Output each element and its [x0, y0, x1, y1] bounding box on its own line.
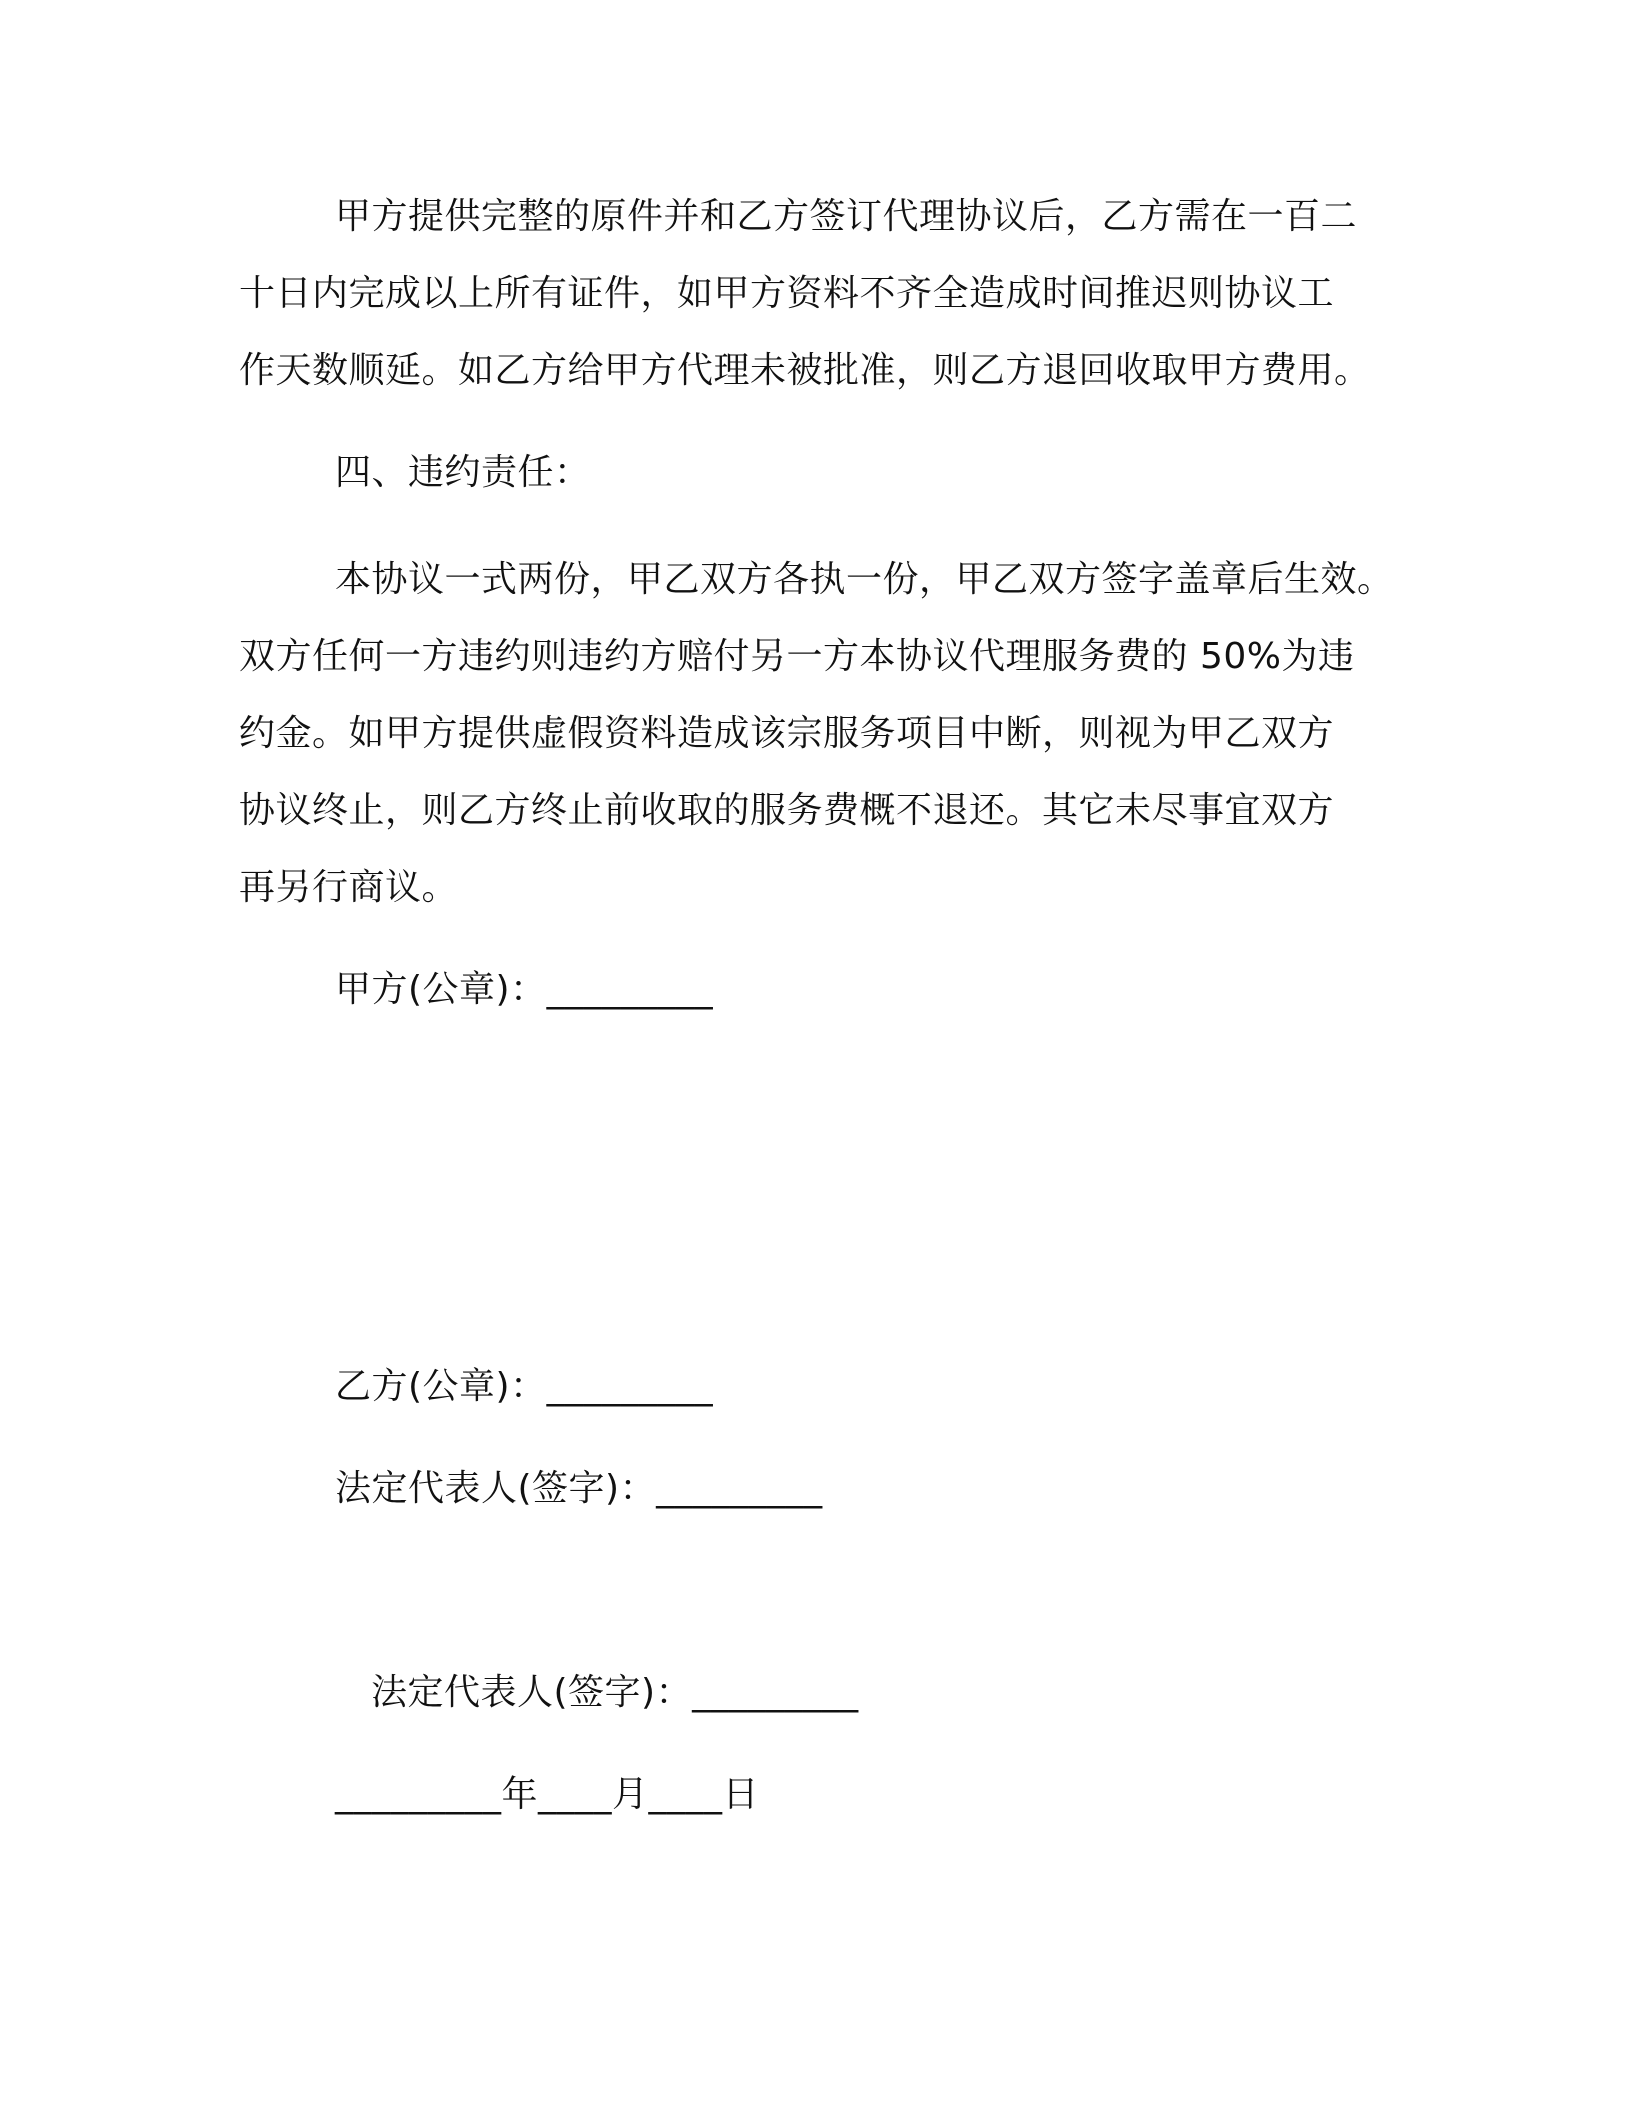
paragraph-breach-terms [239, 541, 1409, 926]
section-heading-breach: 四、违约责任： [335, 452, 591, 493]
paragraph-line: 本协议一式两份，甲乙双方各执一份，甲乙双方签字盖章后生效。 [335, 559, 1394, 600]
paragraph-line: 再另行商议。 [239, 867, 459, 908]
date-line: _________年____月____日 [335, 1774, 759, 1815]
paragraph-completion-terms [239, 178, 1409, 409]
party-a-seal-line: 甲方(公章)：_________ [335, 969, 714, 1010]
paragraph-line: 协议终止，则乙方终止前收取的服务费概不退还。其它未尽事宜双方 [239, 790, 1335, 831]
legal-representative-signature-line-2: 法定代表人(签字)：_________ [371, 1672, 859, 1713]
paragraph-line: 甲方提供完整的原件并和乙方签订代理协议后，乙方需在一百二 [335, 196, 1358, 237]
paragraph-line: 作天数顺延。如乙方给甲方代理未被批准，则乙方退回收取甲方费用。 [239, 350, 1371, 391]
legal-representative-signature-line: 法定代表人(签字)：_________ [335, 1468, 823, 1509]
paragraph-line: 十日内完成以上所有证件，如甲方资料不齐全造成时间推迟则协议工 [239, 273, 1335, 314]
party-b-seal-line: 乙方(公章)：_________ [335, 1366, 714, 1407]
paragraph-line: 约金。如甲方提供虚假资料造成该宗服务项目中断，则视为甲乙双方 [239, 713, 1335, 754]
paragraph-line: 双方任何一方违约则违约方赔付另一方本协议代理服务费的 50%为违 [239, 636, 1355, 677]
